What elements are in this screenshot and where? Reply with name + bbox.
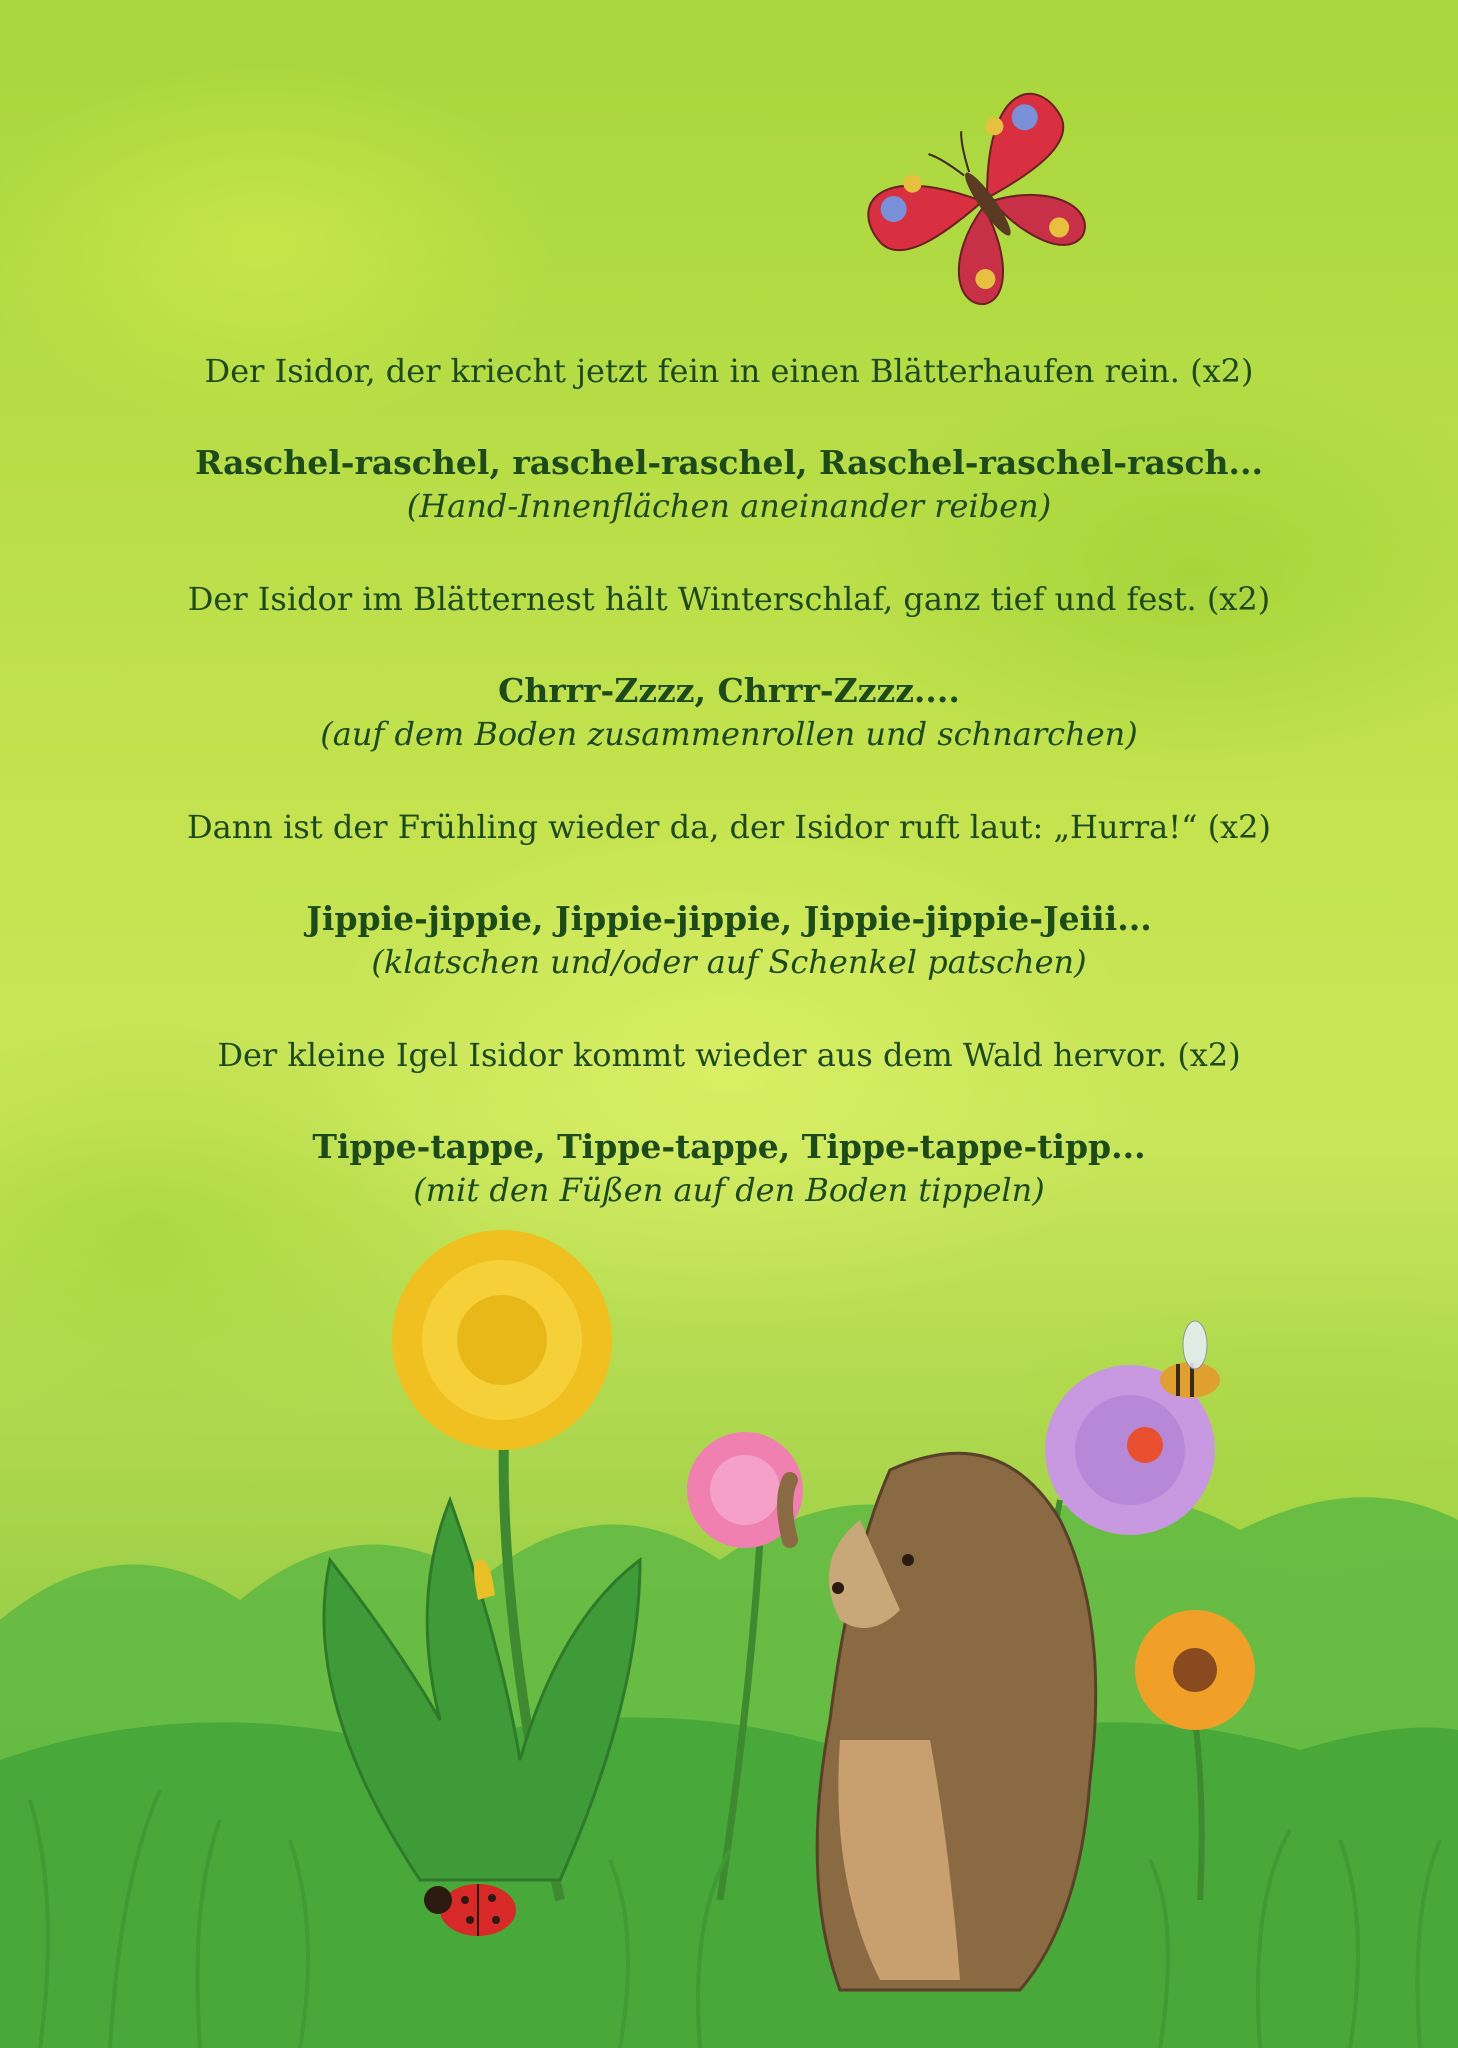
action-instruction-3: (klatschen und/oder auf Schenkel patschen): [371, 943, 1087, 981]
chorus-line-4: Tippe-tappe, Tippe-tappe, Tippe-tappe-tipp...: [312, 1127, 1146, 1166]
butterfly-illustration: [854, 79, 1125, 334]
chorus-line-1: Raschel-raschel, raschel-raschel, Raschel-raschel-rasch...: [194, 443, 1264, 482]
verse-line-4: Der kleine Igel Isidor kommt wieder aus dem Wald hervor. (x2): [217, 1036, 1241, 1074]
verse-line-3: Dann ist der Frühling wieder da, der Isidor ruft laut: „Hurra!“ (x2): [187, 808, 1271, 846]
verse-line-1: Der Isidor, der kriecht jetzt fein in einen Blätterhaufen rein. (x2): [204, 352, 1254, 390]
action-instruction-1: (Hand-Innenflächen aneinander reiben): [406, 487, 1052, 525]
action-instruction-2: (auf dem Boden zusammenrollen und schnarchen): [320, 715, 1138, 753]
chorus-line-3: Jippie-jippie, Jippie-jippie, Jippie-jippie-Jeiii...: [306, 899, 1152, 938]
chorus-line-2: Chrrr-Zzzz, Chrrr-Zzzz....: [498, 671, 960, 710]
verse-line-2: Der Isidor im Blätternest hält Winterschlaf, ganz tief und fest. (x2): [187, 580, 1271, 618]
song-lyrics: [0, 350, 1458, 1262]
bee-illustration: [1160, 1321, 1220, 1398]
action-instruction-4: (mit den Füßen auf den Boden tippeln): [413, 1171, 1045, 1209]
